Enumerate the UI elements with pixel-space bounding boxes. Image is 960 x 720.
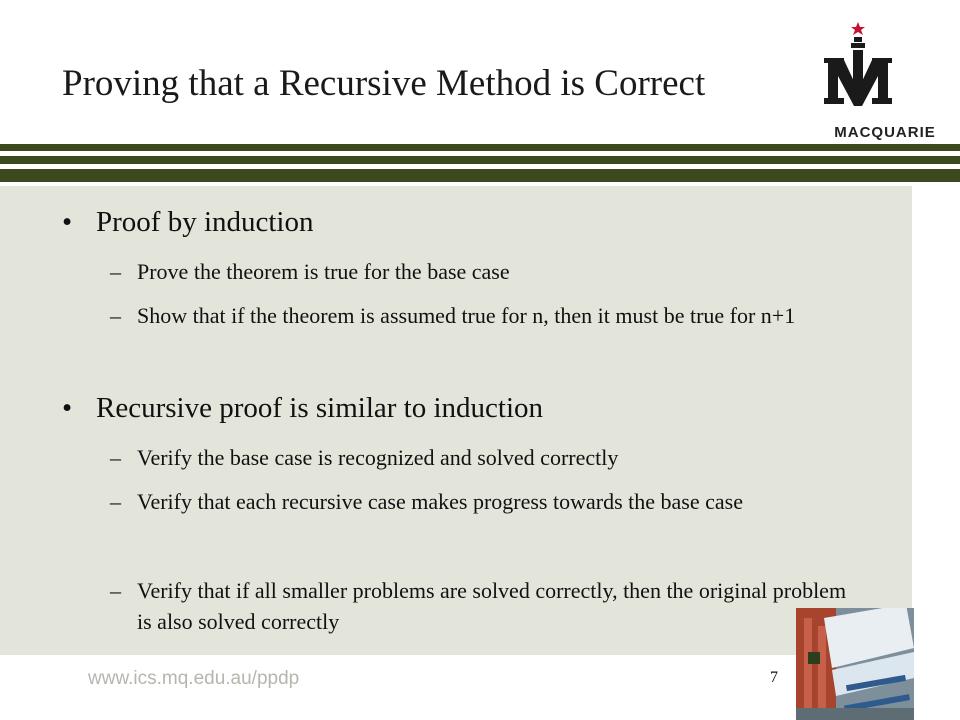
sub-bullet-text: Show that if the theorem is assumed true for n, then it must be true for n+1 bbox=[137, 303, 796, 328]
dash-glyph: – bbox=[110, 489, 121, 514]
bullet-text: Proof by induction bbox=[96, 206, 314, 238]
stripe-2 bbox=[0, 156, 960, 164]
sub-bullet-text: Verify that each recursive case makes progress towards the base case bbox=[137, 489, 743, 514]
dash-glyph: – bbox=[110, 259, 121, 284]
stripe-1 bbox=[0, 144, 960, 151]
dash-glyph: – bbox=[110, 445, 121, 470]
logo-wordmark: MACQUARIE bbox=[834, 124, 936, 141]
macquarie-m-crest-icon bbox=[820, 20, 950, 124]
stripe-3 bbox=[0, 169, 960, 182]
slide-title: Proving that a Recursive Method is Correct bbox=[62, 63, 706, 104]
bullet-text: Recursive proof is similar to induction bbox=[96, 392, 544, 424]
sub-bullet-text: Verify the base case is recognized and solved correctly bbox=[137, 445, 619, 470]
sub-bullet-text: Prove the theorem is true for the base case bbox=[137, 259, 510, 284]
sub-bullet-text: Verify that if all smaller problems are solved correctly, then the original problem is also solved correctly bbox=[137, 578, 847, 634]
university-logo bbox=[820, 20, 950, 155]
page-number: 7 bbox=[770, 669, 778, 686]
header-stripes bbox=[0, 140, 960, 186]
footer-url: www.ics.mq.edu.au/ppdp bbox=[88, 668, 300, 689]
decorative-photo bbox=[796, 608, 914, 720]
bullet-glyph: • bbox=[62, 206, 73, 238]
bullet-glyph: • bbox=[62, 392, 73, 424]
dash-glyph: – bbox=[110, 578, 121, 603]
signage-photo-graphic bbox=[796, 608, 914, 720]
dash-glyph: – bbox=[110, 303, 121, 328]
